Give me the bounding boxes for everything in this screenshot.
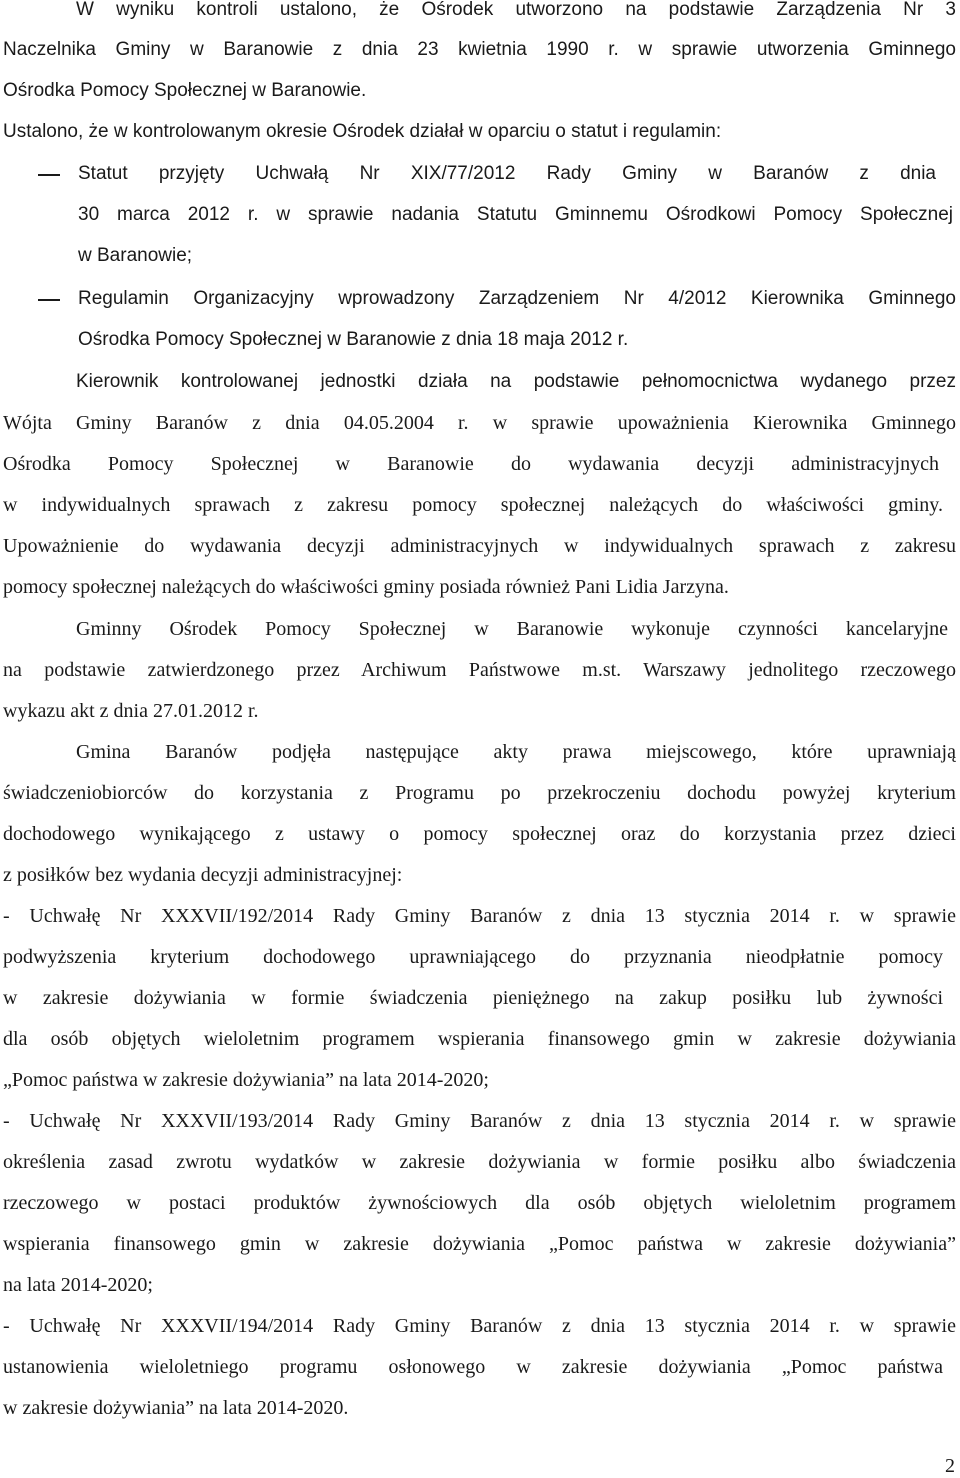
text-line: w zakresie dożywiania w formie świadczenia pieniężnego na zakup posiłku lub żywności bbox=[3, 987, 943, 1009]
text-line: W wyniku kontroli ustalono, że Ośrodek utworzono na podstawie Zarządzenia Nr 3 bbox=[76, 0, 956, 20]
text-line: Regulamin Organizacyjny wprowadzony Zarządzeniem Nr 4/2012 Kierownika Gminnego bbox=[78, 288, 956, 309]
text-line: Gminny Ośrodek Pomocy Społecznej w Baranowie wykonuje czynności kancelaryjne bbox=[76, 618, 948, 640]
text-line: ustanowienia wieloletniego programu osłonowego w zakresie dożywiania „Pomoc państwa bbox=[3, 1356, 943, 1378]
list-dash bbox=[38, 174, 60, 176]
text-line: Statut przyjęty Uchwałą Nr XIX/77/2012 Rady Gminy w Baranów z dnia bbox=[78, 163, 936, 184]
text-line: świadczeniobiorców do korzystania z Programu po przekroczeniu dochodu powyżej kryterium bbox=[3, 782, 956, 804]
text-line: Ośrodka Pomocy Społecznej w Baranowie z dnia 18 maja 2012 r. bbox=[78, 329, 629, 350]
text-line: Gmina Baranów podjęła następujące akty prawa miejscowego, które uprawniają bbox=[76, 741, 956, 763]
text-line: - Uchwałę Nr XXXVII/194/2014 Rady Gminy Baranów z dnia 13 stycznia 2014 r. w sprawie bbox=[3, 1315, 956, 1337]
text-line: pomocy społecznej należących do właściwości gminy posiada również Pani Lidia Jarzyna. bbox=[3, 576, 729, 598]
text-line: Ośrodka Pomocy Społecznej w Baranowie do wydawania decyzji administracyjnych bbox=[3, 453, 939, 475]
text-line: rzeczowego w postaci produktów żywnościowych dla osób objętych wieloletnim programem bbox=[3, 1192, 956, 1214]
text-line: Ośrodka Pomocy Społecznej w Baranowie. bbox=[3, 80, 367, 101]
text-line: Wójta Gminy Baranów z dnia 04.05.2004 r. w sprawie upoważnienia Kierownika Gminnego bbox=[3, 412, 956, 434]
text-line: określenia zasad zwrotu wydatków w zakresie dożywiania w formie posiłku albo świadczenia bbox=[3, 1151, 956, 1173]
text-line: Kierownik kontrolowanej jednostki działa na podstawie pełnomocnictwa wydanego przez bbox=[76, 371, 956, 392]
text-line: podwyższenia kryterium dochodowego uprawniającego do przyznania nieodpłatnie pomocy bbox=[3, 946, 943, 968]
list-dash bbox=[38, 299, 60, 301]
text-line: w Baranowie; bbox=[78, 245, 193, 266]
text-line: na podstawie zatwierdzonego przez Archiwum Państwowe m.st. Warszawy jednolitego rzeczowego bbox=[3, 659, 956, 681]
text-line: na lata 2014-2020; bbox=[3, 1274, 153, 1296]
text-line: w indywidualnych sprawach z zakresu pomocy społecznej należących do właściwości gminy. bbox=[3, 494, 943, 516]
text-line: - Uchwałę Nr XXXVII/192/2014 Rady Gminy Baranów z dnia 13 stycznia 2014 r. w sprawie bbox=[3, 905, 956, 927]
text-line: Ustalono, że w kontrolowanym okresie Ośrodek działał w oparciu o statut i regulamin: bbox=[3, 121, 722, 142]
text-line: z posiłków bez wydania decyzji administracyjnej: bbox=[3, 864, 403, 886]
text-line: Naczelnika Gminy w Baranowie z dnia 23 kwietnia 1990 r. w sprawie utworzenia Gminnego bbox=[3, 39, 956, 60]
text-line: Upoważnienie do wydawania decyzji administracyjnych w indywidualnych sprawach z zakresu bbox=[3, 535, 956, 557]
page-number: 2 bbox=[945, 1455, 955, 1477]
text-line: wspierania finansowego gmin w zakresie dożywiania „Pomoc państwa w zakresie dożywiania” bbox=[3, 1233, 956, 1255]
text-line: „Pomoc państwa w zakresie dożywiania” na lata 2014-2020; bbox=[3, 1069, 489, 1091]
text-line: wykazu akt z dnia 27.01.2012 r. bbox=[3, 700, 259, 722]
text-line: dochodowego wynikającego z ustawy o pomocy społecznej oraz do korzystania przez dzieci bbox=[3, 823, 956, 845]
text-line: - Uchwałę Nr XXXVII/193/2014 Rady Gminy Baranów z dnia 13 stycznia 2014 r. w sprawie bbox=[3, 1110, 956, 1132]
text-line: 30 marca 2012 r. w sprawie nadania Statutu Gminnemu Ośrodkowi Pomocy Społecznej bbox=[78, 204, 953, 225]
text-line: dla osób objętych wieloletnim programem wspierania finansowego gmin w zakresie dożywiania bbox=[3, 1028, 956, 1050]
text-line: w zakresie dożywiania” na lata 2014-2020. bbox=[3, 1397, 349, 1419]
